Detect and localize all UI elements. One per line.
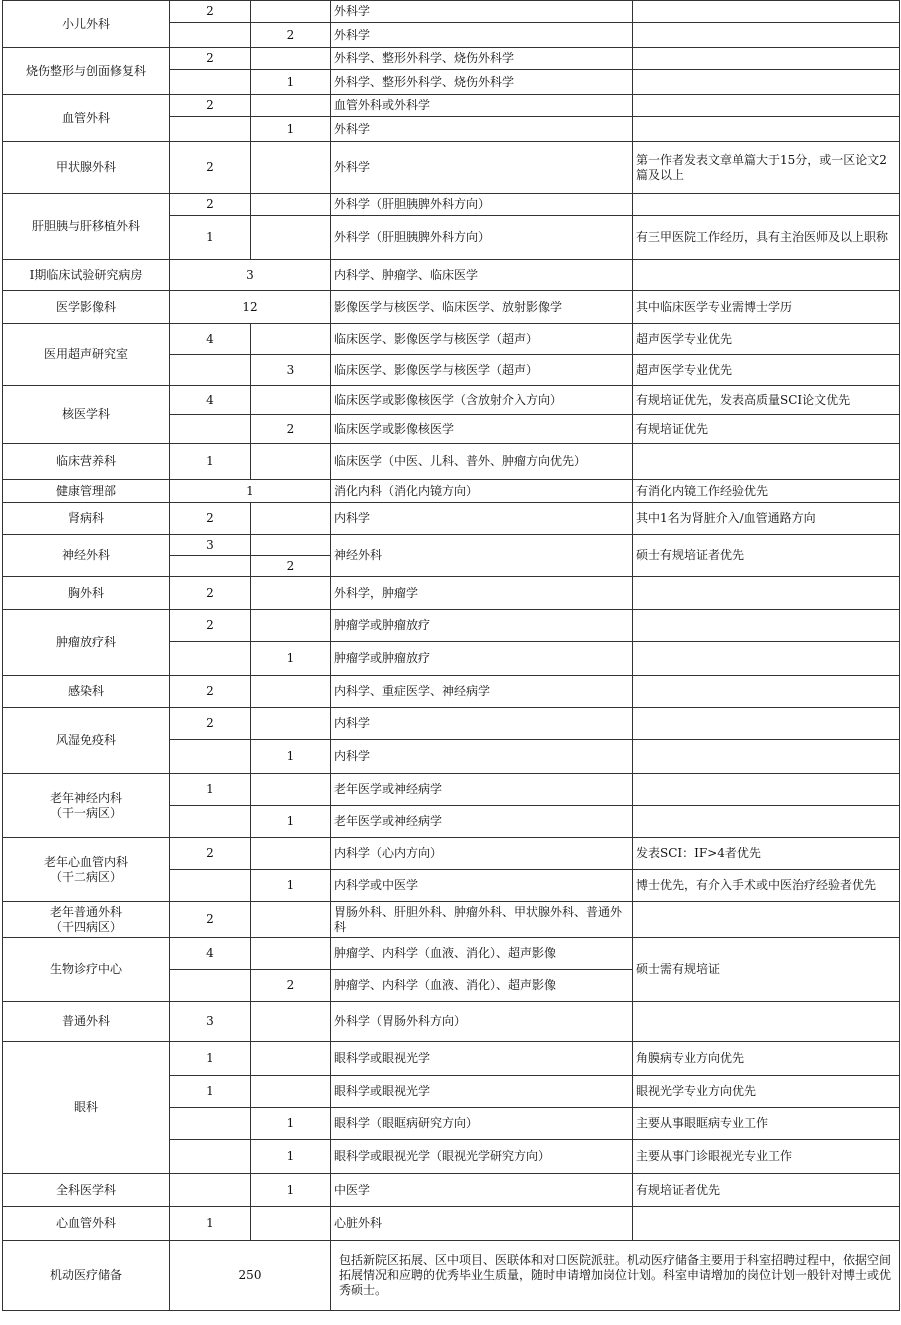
other-requirement xyxy=(633,1002,900,1042)
major-requirement: 外科学、整形外科学、烧伤外科学 xyxy=(331,70,633,95)
doctor-quota xyxy=(170,1174,251,1207)
master-quota: 1 xyxy=(251,70,331,95)
other-requirement xyxy=(633,642,900,676)
other-requirement xyxy=(633,740,900,774)
dept-name: 生物诊疗中心 xyxy=(3,938,170,1002)
other-requirement: 有规培证优先 xyxy=(633,415,900,444)
major-requirement: 老年医学或神经病学 xyxy=(331,774,633,806)
master-quota xyxy=(251,577,331,610)
doctor-quota: 2 xyxy=(170,142,251,194)
reserve-description: 包括新院区拓展、区中项目、医联体和对口医院派驻。机动医疗储备主要用于科室招聘过程中，依据空间拓展情况和应聘的优秀毕业生质量，随时申请增加岗位计划。科室申请增加的岗位计划一般针对博士或优秀硕士。 xyxy=(331,1241,900,1311)
major-requirement: 外科学 xyxy=(331,1,633,23)
table-row xyxy=(3,902,900,938)
major-requirement: 眼科学或眼视光学（眼视光学研究方向） xyxy=(331,1140,633,1174)
master-quota xyxy=(251,838,331,870)
master-quota: 2 xyxy=(251,23,331,48)
doctor-quota: 2 xyxy=(170,577,251,610)
other-requirement xyxy=(633,676,900,708)
other-requirement: 超声医学专业优先 xyxy=(633,355,900,386)
dept-name: 肝胆胰与肝移植外科 xyxy=(3,194,170,260)
master-quota xyxy=(251,503,331,535)
doctor-quota: 2 xyxy=(170,194,251,216)
other-requirement: 有规培证优先，发表高质量SCI论文优先 xyxy=(633,386,900,415)
major-requirement: 肿瘤学或肿瘤放疗 xyxy=(331,610,633,642)
dept-name: 烧伤整形与创面修复科 xyxy=(3,48,170,95)
other-requirement: 超声医学专业优先 xyxy=(633,324,900,355)
table-row xyxy=(3,324,900,355)
dept-name: 核医学科 xyxy=(3,386,170,444)
dept-name: 机动医疗储备 xyxy=(3,1241,170,1311)
dept-name: 风湿免疫科 xyxy=(3,708,170,774)
master-quota xyxy=(251,216,331,260)
dept-name: 老年神经内科 （干一病区） xyxy=(3,774,170,838)
table-row xyxy=(3,480,900,503)
major-requirement: 胃肠外科、肝胆外科、肿瘤外科、甲状腺外科、普通外科 xyxy=(331,902,633,938)
major-requirement: 外科学、整形外科学、烧伤外科学 xyxy=(331,48,633,70)
table-row xyxy=(3,503,900,535)
doctor-quota: 1 xyxy=(170,1076,251,1108)
dept-name: 医学影像科 xyxy=(3,291,170,324)
master-quota xyxy=(251,774,331,806)
master-quota xyxy=(251,1076,331,1108)
master-quota xyxy=(251,676,331,708)
other-requirement: 硕士需有规培证 xyxy=(633,938,900,1002)
doctor-quota: 4 xyxy=(170,324,251,355)
dept-name: Ⅰ期临床试验研究病房 xyxy=(3,260,170,291)
master-quota xyxy=(251,324,331,355)
master-quota xyxy=(251,535,331,556)
other-requirement xyxy=(633,774,900,806)
other-requirement xyxy=(633,260,900,291)
major-requirement: 神经外科 xyxy=(331,535,633,577)
other-requirement: 硕士有规培证者优先 xyxy=(633,535,900,577)
major-requirement: 临床医学（中医、儿科、普外、肿瘤方向优先） xyxy=(331,444,633,480)
master-quota: 1 xyxy=(251,1140,331,1174)
master-quota: 2 xyxy=(251,970,331,1002)
major-requirement: 外科学 xyxy=(331,117,633,142)
other-requirement xyxy=(633,806,900,838)
table-row xyxy=(3,1241,900,1311)
doctor-quota: 1 xyxy=(170,444,251,480)
dept-name: 肿瘤放疗科 xyxy=(3,610,170,676)
dept-name: 全科医学科 xyxy=(3,1174,170,1207)
major-requirement: 眼科学或眼视光学 xyxy=(331,1076,633,1108)
major-requirement: 外科学 xyxy=(331,142,633,194)
major-requirement: 消化内科（消化内镜方向） xyxy=(331,480,633,503)
other-requirement xyxy=(633,577,900,610)
other-requirement xyxy=(633,708,900,740)
master-quota xyxy=(251,902,331,938)
major-requirement: 外科学（肝胆胰脾外科方向） xyxy=(331,194,633,216)
major-requirement: 内科学 xyxy=(331,740,633,774)
table-row xyxy=(3,260,900,291)
dept-name: 医用超声研究室 xyxy=(3,324,170,386)
major-requirement: 临床医学或影像核医学 xyxy=(331,415,633,444)
major-requirement: 内科学或中医学 xyxy=(331,870,633,902)
major-requirement: 眼科学或眼视光学 xyxy=(331,1042,633,1076)
doctor-quota xyxy=(170,415,251,444)
master-quota: 1 xyxy=(251,870,331,902)
major-requirement: 外科学 xyxy=(331,23,633,48)
doctor-quota: 2 xyxy=(170,1,251,23)
master-quota xyxy=(251,938,331,970)
dept-name: 心血管外科 xyxy=(3,1207,170,1241)
doctor-quota: 2 xyxy=(170,676,251,708)
master-quota xyxy=(251,1,331,23)
master-quota xyxy=(251,444,331,480)
master-quota: 1 xyxy=(251,117,331,142)
dept-name: 老年普通外科 （干四病区） xyxy=(3,902,170,938)
table-row xyxy=(3,386,900,415)
table-row xyxy=(3,1002,900,1042)
table-row xyxy=(3,291,900,324)
dept-name: 胸外科 xyxy=(3,577,170,610)
table-row xyxy=(3,95,900,117)
table-row xyxy=(3,142,900,194)
major-requirement: 影像医学与核医学、临床医学、放射影像学 xyxy=(331,291,633,324)
other-requirement: 有规培证者优先 xyxy=(633,1174,900,1207)
other-requirement: 眼视光学专业方向优先 xyxy=(633,1076,900,1108)
master-quota xyxy=(251,386,331,415)
doctor-quota xyxy=(170,23,251,48)
master-quota: 1 xyxy=(251,1108,331,1140)
doctor-quota: 2 xyxy=(170,95,251,117)
major-requirement: 外科学，肿瘤学 xyxy=(331,577,633,610)
doctor-quota: 1 xyxy=(170,1042,251,1076)
other-requirement: 第一作者发表文章单篇大于15分，或一区论文2篇及以上 xyxy=(633,142,900,194)
dept-name: 眼科 xyxy=(3,1042,170,1174)
doctor-quota xyxy=(170,1140,251,1174)
major-requirement: 临床医学或影像核医学（含放射介入方向） xyxy=(331,386,633,415)
major-requirement: 肿瘤学、内科学（血液、消化）、超声影像 xyxy=(331,938,633,970)
major-requirement: 内科学、肿瘤学、临床医学 xyxy=(331,260,633,291)
table-body xyxy=(3,1,900,1311)
master-quota: 3 xyxy=(251,355,331,386)
master-quota xyxy=(251,142,331,194)
other-requirement xyxy=(633,902,900,938)
master-quota: 1 xyxy=(251,740,331,774)
master-quota xyxy=(251,610,331,642)
doctor-quota: 2 xyxy=(170,902,251,938)
other-requirement: 发表SCI：IF>4者优先 xyxy=(633,838,900,870)
table-row xyxy=(3,1,900,23)
major-requirement: 外科学（肝胆胰脾外科方向） xyxy=(331,216,633,260)
doctor-quota xyxy=(170,870,251,902)
table-row xyxy=(3,577,900,610)
doctor-quota: 2 xyxy=(170,48,251,70)
doctor-quota xyxy=(170,970,251,1002)
other-requirement: 有三甲医院工作经历，具有主治医师及以上职称 xyxy=(633,216,900,260)
recruitment-table xyxy=(2,0,900,1311)
doctor-quota xyxy=(170,740,251,774)
major-requirement: 心脏外科 xyxy=(331,1207,633,1241)
other-requirement xyxy=(633,117,900,142)
dept-name: 肾病科 xyxy=(3,503,170,535)
doctor-quota: 2 xyxy=(170,503,251,535)
quota-merged: 3 xyxy=(170,260,331,291)
doctor-quota xyxy=(170,117,251,142)
dept-name: 甲状腺外科 xyxy=(3,142,170,194)
major-requirement: 血管外科或外科学 xyxy=(331,95,633,117)
dept-name: 感染科 xyxy=(3,676,170,708)
major-requirement: 肿瘤学、内科学（血液、消化）、超声影像 xyxy=(331,970,633,1002)
table-row xyxy=(3,938,900,970)
table-row xyxy=(3,708,900,740)
major-requirement: 内科学（心内方向） xyxy=(331,838,633,870)
doctor-quota: 1 xyxy=(170,774,251,806)
table-row xyxy=(3,1042,900,1076)
other-requirement xyxy=(633,610,900,642)
dept-name: 小儿外科 xyxy=(3,1,170,48)
doctor-quota xyxy=(170,556,251,577)
table-row xyxy=(3,535,900,556)
doctor-quota xyxy=(170,70,251,95)
major-requirement: 肿瘤学或肿瘤放疗 xyxy=(331,642,633,676)
other-requirement xyxy=(633,70,900,95)
other-requirement xyxy=(633,194,900,216)
master-quota: 1 xyxy=(251,642,331,676)
other-requirement xyxy=(633,48,900,70)
dept-name: 神经外科 xyxy=(3,535,170,577)
major-requirement: 临床医学、影像医学与核医学（超声） xyxy=(331,324,633,355)
quota-merged: 1 xyxy=(170,480,331,503)
major-requirement: 眼科学（眼眶病研究方向） xyxy=(331,1108,633,1140)
table-row xyxy=(3,444,900,480)
doctor-quota: 1 xyxy=(170,1207,251,1241)
master-quota xyxy=(251,1207,331,1241)
doctor-quota: 3 xyxy=(170,1002,251,1042)
major-requirement: 外科学（胃肠外科方向） xyxy=(331,1002,633,1042)
doctor-quota: 3 xyxy=(170,535,251,556)
other-requirement xyxy=(633,444,900,480)
table-row xyxy=(3,676,900,708)
table-row xyxy=(3,838,900,870)
doctor-quota: 2 xyxy=(170,838,251,870)
dept-name: 血管外科 xyxy=(3,95,170,142)
master-quota xyxy=(251,708,331,740)
doctor-quota: 1 xyxy=(170,216,251,260)
other-requirement: 角膜病专业方向优先 xyxy=(633,1042,900,1076)
major-requirement: 中医学 xyxy=(331,1174,633,1207)
master-quota: 1 xyxy=(251,1174,331,1207)
master-quota: 2 xyxy=(251,415,331,444)
dept-name: 老年心血管内科 （干二病区） xyxy=(3,838,170,902)
table-row xyxy=(3,194,900,216)
other-requirement: 主要从事门诊眼视光专业工作 xyxy=(633,1140,900,1174)
dept-name: 健康管理部 xyxy=(3,480,170,503)
other-requirement: 博士优先，有介入手术或中医治疗经验者优先 xyxy=(633,870,900,902)
table-row xyxy=(3,774,900,806)
master-quota xyxy=(251,1002,331,1042)
major-requirement: 老年医学或神经病学 xyxy=(331,806,633,838)
major-requirement: 内科学、重症医学、神经病学 xyxy=(331,676,633,708)
other-requirement xyxy=(633,1,900,23)
master-quota: 1 xyxy=(251,806,331,838)
dept-name: 普通外科 xyxy=(3,1002,170,1042)
table-row xyxy=(3,1207,900,1241)
doctor-quota xyxy=(170,642,251,676)
quota-merged: 12 xyxy=(170,291,331,324)
other-requirement xyxy=(633,95,900,117)
master-quota: 2 xyxy=(251,556,331,577)
other-requirement xyxy=(633,1207,900,1241)
major-requirement: 临床医学、影像医学与核医学（超声） xyxy=(331,355,633,386)
other-requirement: 其中临床医学专业需博士学历 xyxy=(633,291,900,324)
doctor-quota: 2 xyxy=(170,708,251,740)
table-row xyxy=(3,48,900,70)
major-requirement: 内科学 xyxy=(331,503,633,535)
other-requirement: 有消化内镜工作经验优先 xyxy=(633,480,900,503)
doctor-quota: 4 xyxy=(170,386,251,415)
master-quota xyxy=(251,48,331,70)
doctor-quota xyxy=(170,806,251,838)
major-requirement: 内科学 xyxy=(331,708,633,740)
master-quota xyxy=(251,194,331,216)
doctor-quota: 4 xyxy=(170,938,251,970)
master-quota xyxy=(251,95,331,117)
other-requirement: 主要从事眼眶病专业工作 xyxy=(633,1108,900,1140)
master-quota xyxy=(251,1042,331,1076)
doctor-quota: 2 xyxy=(170,610,251,642)
quota-merged: 250 xyxy=(170,1241,331,1311)
other-requirement xyxy=(633,23,900,48)
dept-name: 临床营养科 xyxy=(3,444,170,480)
doctor-quota xyxy=(170,1108,251,1140)
other-requirement: 其中1名为肾脏介入/血管通路方向 xyxy=(633,503,900,535)
table-row xyxy=(3,610,900,642)
doctor-quota xyxy=(170,355,251,386)
table-row xyxy=(3,1174,900,1207)
